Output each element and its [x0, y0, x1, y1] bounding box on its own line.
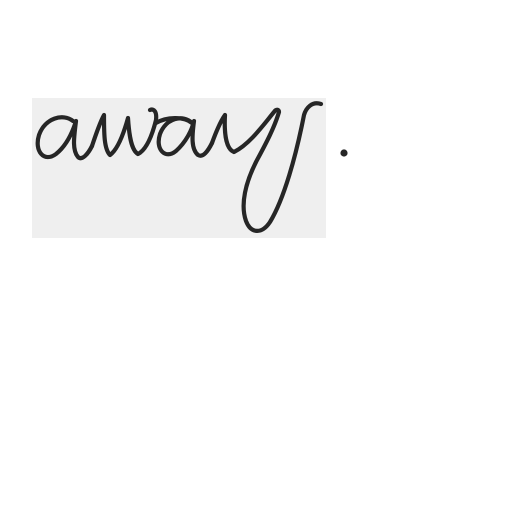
letter-a-1 [38, 117, 92, 158]
letter-w [92, 109, 156, 155]
period-dot [340, 149, 347, 156]
letter-y [212, 103, 321, 231]
letter-a-2 [156, 118, 212, 156]
